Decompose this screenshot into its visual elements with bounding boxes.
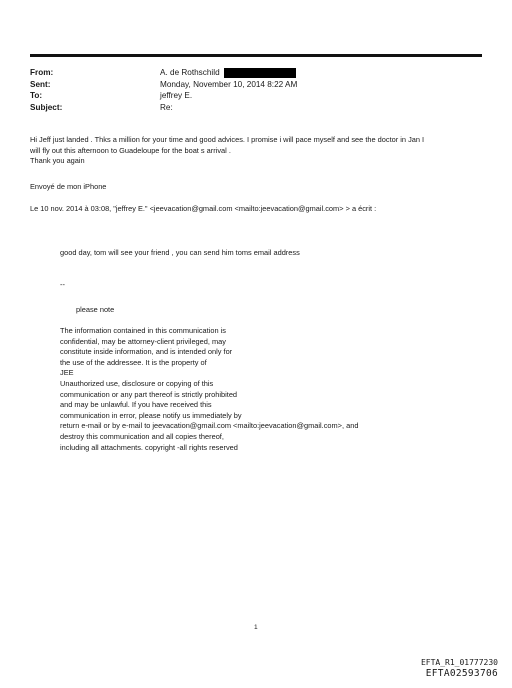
please-note: please note — [76, 305, 115, 314]
to-row — [30, 90, 297, 102]
subject-label: Subject: — [30, 102, 63, 112]
body-line: Hi Jeff just landed . Thks a million for your time and good advices. I promise i will pace myself and see the doctor in Jan I — [30, 135, 425, 144]
body-line: will fly out this afternoon to Guadeloupe for the boat s arrival . — [30, 145, 231, 155]
quoted-greeting: good day, tom will see your friend , you can send him toms email address — [60, 248, 300, 257]
page-number: 1 — [254, 624, 258, 631]
body-line: Thank you again — [30, 156, 85, 166]
to-label: To: — [30, 91, 43, 101]
disclaimer-line: return e-mail or by e-mail to jeevacation@gmail.com <mailto:jeevacation@gmail.com>, and — [60, 421, 359, 431]
efta-id-secondary: EFTA02593706 — [425, 668, 498, 679]
sent-value: Monday, November 10, 2014 8:22 AM — [160, 79, 298, 89]
email-header — [30, 67, 297, 113]
quoted-dashes: -- — [60, 280, 65, 289]
disclaimer-line: communication in error, please notify us immediately by — [60, 410, 242, 420]
disclaimer-line: confidential, may be attorney-client privileged, may — [60, 336, 226, 346]
from-row — [30, 67, 297, 79]
from-label: From: — [30, 68, 54, 77]
message-body — [30, 135, 490, 167]
subject-value: Re: — [160, 102, 173, 112]
bates-stamp — [421, 657, 498, 679]
disclaimer-line: communication or any part thereof is strictly prohibited — [60, 389, 238, 399]
disclaimer-line: destroy this communication and all copies thereof, — [60, 431, 224, 441]
disclaimer-line: JEE — [60, 368, 74, 378]
signature: Envoyé de mon iPhone — [30, 182, 107, 191]
from-value: A. de Rothschild — [160, 68, 220, 77]
disclaimer-line: constitute inside information, and is intended only for — [60, 347, 233, 357]
disclaimer-line: The information contained in this communication is — [60, 326, 226, 335]
to-value: jeffrey E. — [160, 91, 193, 101]
disclaimer-line: including all attachments. copyright -all rights reserved — [60, 442, 238, 452]
sent-row — [30, 79, 297, 91]
disclaimer — [60, 326, 480, 453]
header-rule — [30, 54, 482, 57]
subject-row — [30, 102, 297, 114]
disclaimer-line: the use of the addressee. It is the property of — [60, 357, 207, 367]
redaction-box — [224, 68, 296, 78]
sent-label: Sent: — [30, 79, 51, 89]
quote-intro: Le 10 nov. 2014 à 03:08, "jeffrey E." <jeevacation@gmail.com <mailto:jeevacation@gmail.com> > a écrit : — [30, 204, 377, 213]
disclaimer-line: and may be unlawful. If you have received this — [60, 400, 212, 410]
disclaimer-line: Unauthorized use, disclosure or copying of this — [60, 378, 214, 388]
efta-id-primary: EFTA_R1_01777230 — [420, 658, 498, 667]
